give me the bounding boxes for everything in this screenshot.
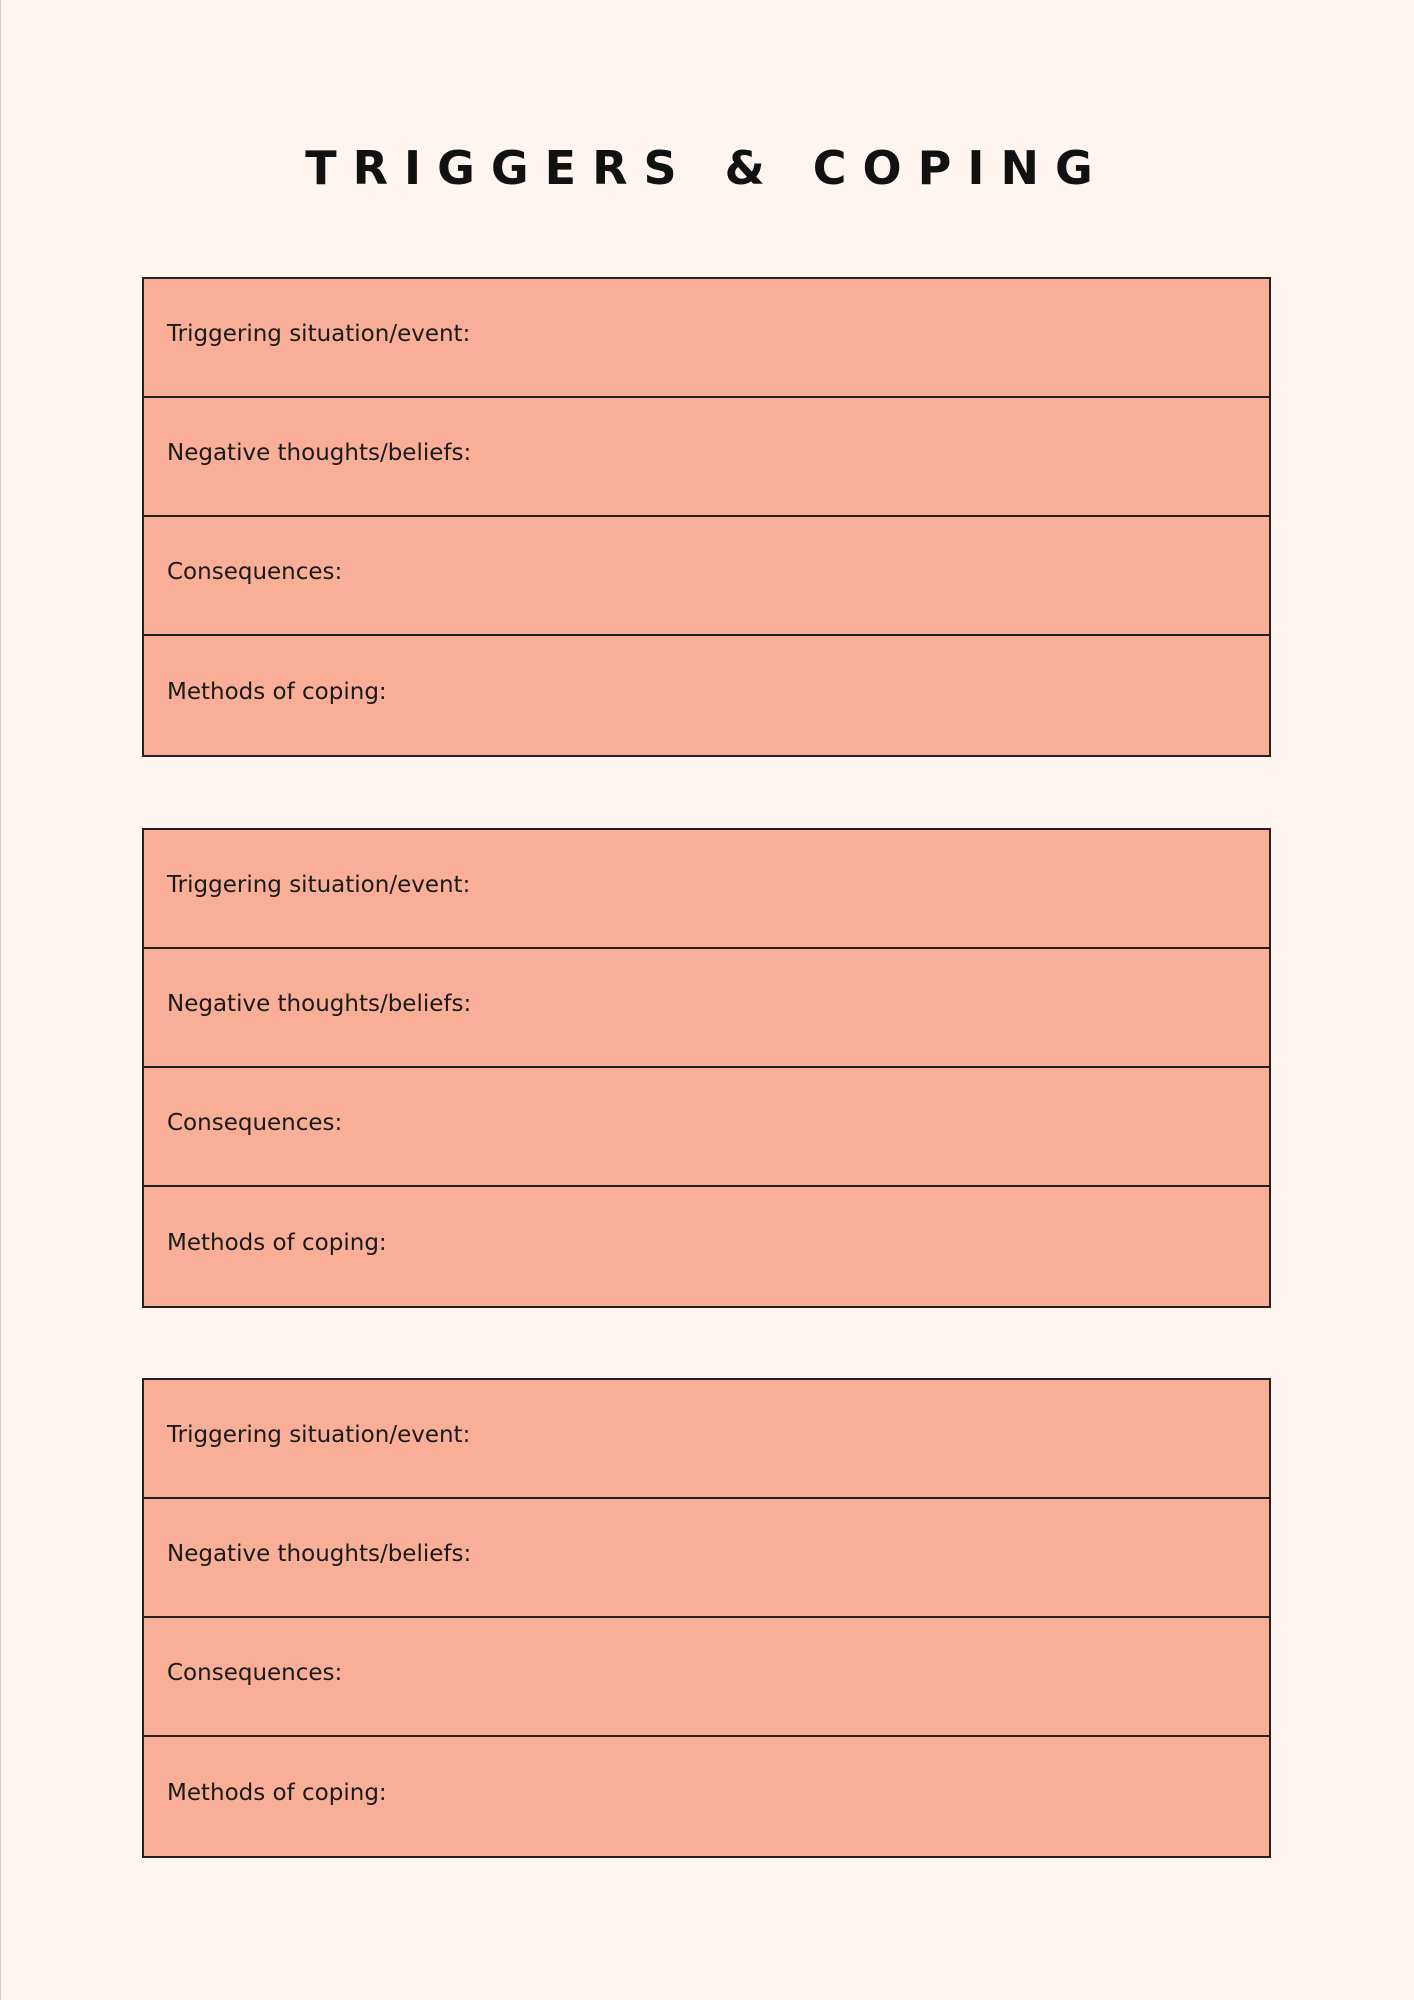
field-label: Consequences: [167, 558, 343, 585]
triggering-situation-field[interactable] [144, 830, 1269, 949]
field-label: Methods of coping: [167, 678, 387, 705]
field-label: Consequences: [167, 1109, 343, 1136]
field-label: Consequences: [167, 1659, 343, 1686]
consequences-field[interactable] [144, 1068, 1269, 1187]
negative-thoughts-field[interactable] [144, 1499, 1269, 1618]
triggering-situation-field[interactable] [144, 279, 1269, 398]
negative-thoughts-field[interactable] [144, 398, 1269, 517]
worksheet-block-2 [142, 828, 1271, 1308]
methods-of-coping-field[interactable] [144, 636, 1269, 755]
methods-of-coping-field[interactable] [144, 1737, 1269, 1856]
consequences-field[interactable] [144, 1618, 1269, 1737]
field-label: Methods of coping: [167, 1229, 387, 1256]
worksheet-block-3 [142, 1378, 1271, 1858]
worksheet-block-1 [142, 277, 1271, 757]
field-label: Negative thoughts/beliefs: [167, 990, 472, 1017]
consequences-field[interactable] [144, 517, 1269, 636]
methods-of-coping-field[interactable] [144, 1187, 1269, 1306]
field-label: Negative thoughts/beliefs: [167, 439, 472, 466]
negative-thoughts-field[interactable] [144, 949, 1269, 1068]
triggering-situation-field[interactable] [144, 1380, 1269, 1499]
field-label: Triggering situation/event: [167, 1421, 471, 1448]
field-label: Negative thoughts/beliefs: [167, 1540, 472, 1567]
field-label: Triggering situation/event: [167, 320, 471, 347]
field-label: Methods of coping: [167, 1779, 387, 1806]
field-label: Triggering situation/event: [167, 871, 471, 898]
page-title: TRIGGERS & COPING [305, 141, 1109, 195]
page-edge-line [0, 0, 1, 2000]
